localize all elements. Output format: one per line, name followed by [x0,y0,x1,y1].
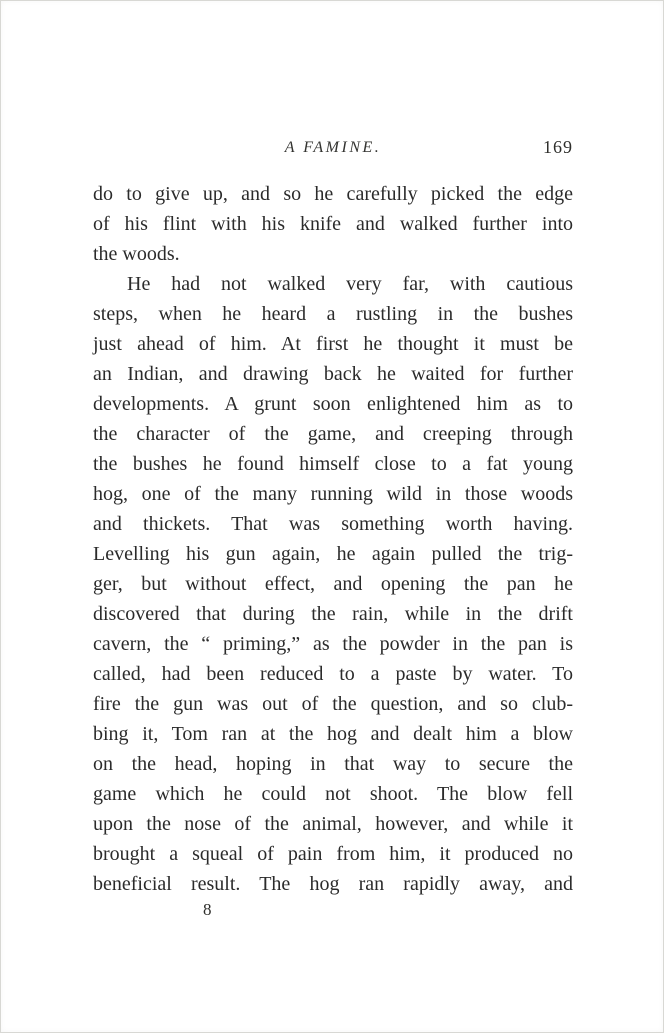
text-line: called, had been reduced to a paste by water. To [93,663,573,685]
text-line: just ahead of him. At first he thought it must be [93,333,573,355]
text-line: cavern, the “ priming,” as the powder in the pan is [93,633,573,655]
signature-mark: 8 [203,900,212,919]
text-line: game which he could not shoot. The blow fell [93,783,573,805]
text-line: Levelling his gun again, he again pulled the trig- [93,543,573,565]
page-content [93,139,573,920]
page-footer [93,900,573,920]
text-line: hog, one of the many running wild in those woods [93,483,573,505]
text-line: do to give up, and so he carefully picked the edge [93,183,573,205]
text-line: an Indian, and drawing back he waited for further [93,363,573,385]
text-line: discovered that during the rain, while in the drift [93,603,573,625]
text-line: and thickets. That was something worth having. [93,513,573,535]
text-line: on the head, hoping in that way to secure the [93,753,573,775]
page-header [93,139,573,179]
running-title: A FAMINE. [284,139,382,156]
text-line: the bushes he found himself close to a fat young [93,453,573,475]
text-line: beneficial result. The hog ran rapidly away, and [93,873,573,895]
text-line: bing it, Tom ran at the hog and dealt him a blow [93,723,573,745]
page-number: 169 [543,137,573,157]
text-line: the woods. [93,243,180,265]
text-line: steps, when he heard a rustling in the bushes [93,303,573,325]
text-line: developments. A grunt soon enlightened him as to [93,393,573,415]
text-line: the character of the game, and creeping through [93,423,573,445]
body-text [93,179,573,899]
text-line: upon the nose of the animal, however, and while it [93,813,573,835]
text-line: of his flint with his knife and walked further into [93,213,573,235]
text-line: ger, but without effect, and opening the pan he [93,573,573,595]
text-line: fire the gun was out of the question, and so club- [93,693,573,715]
text-line: brought a squeal of pain from him, it produced no [93,843,573,865]
text-line: He had not walked very far, with cautious [127,273,573,295]
